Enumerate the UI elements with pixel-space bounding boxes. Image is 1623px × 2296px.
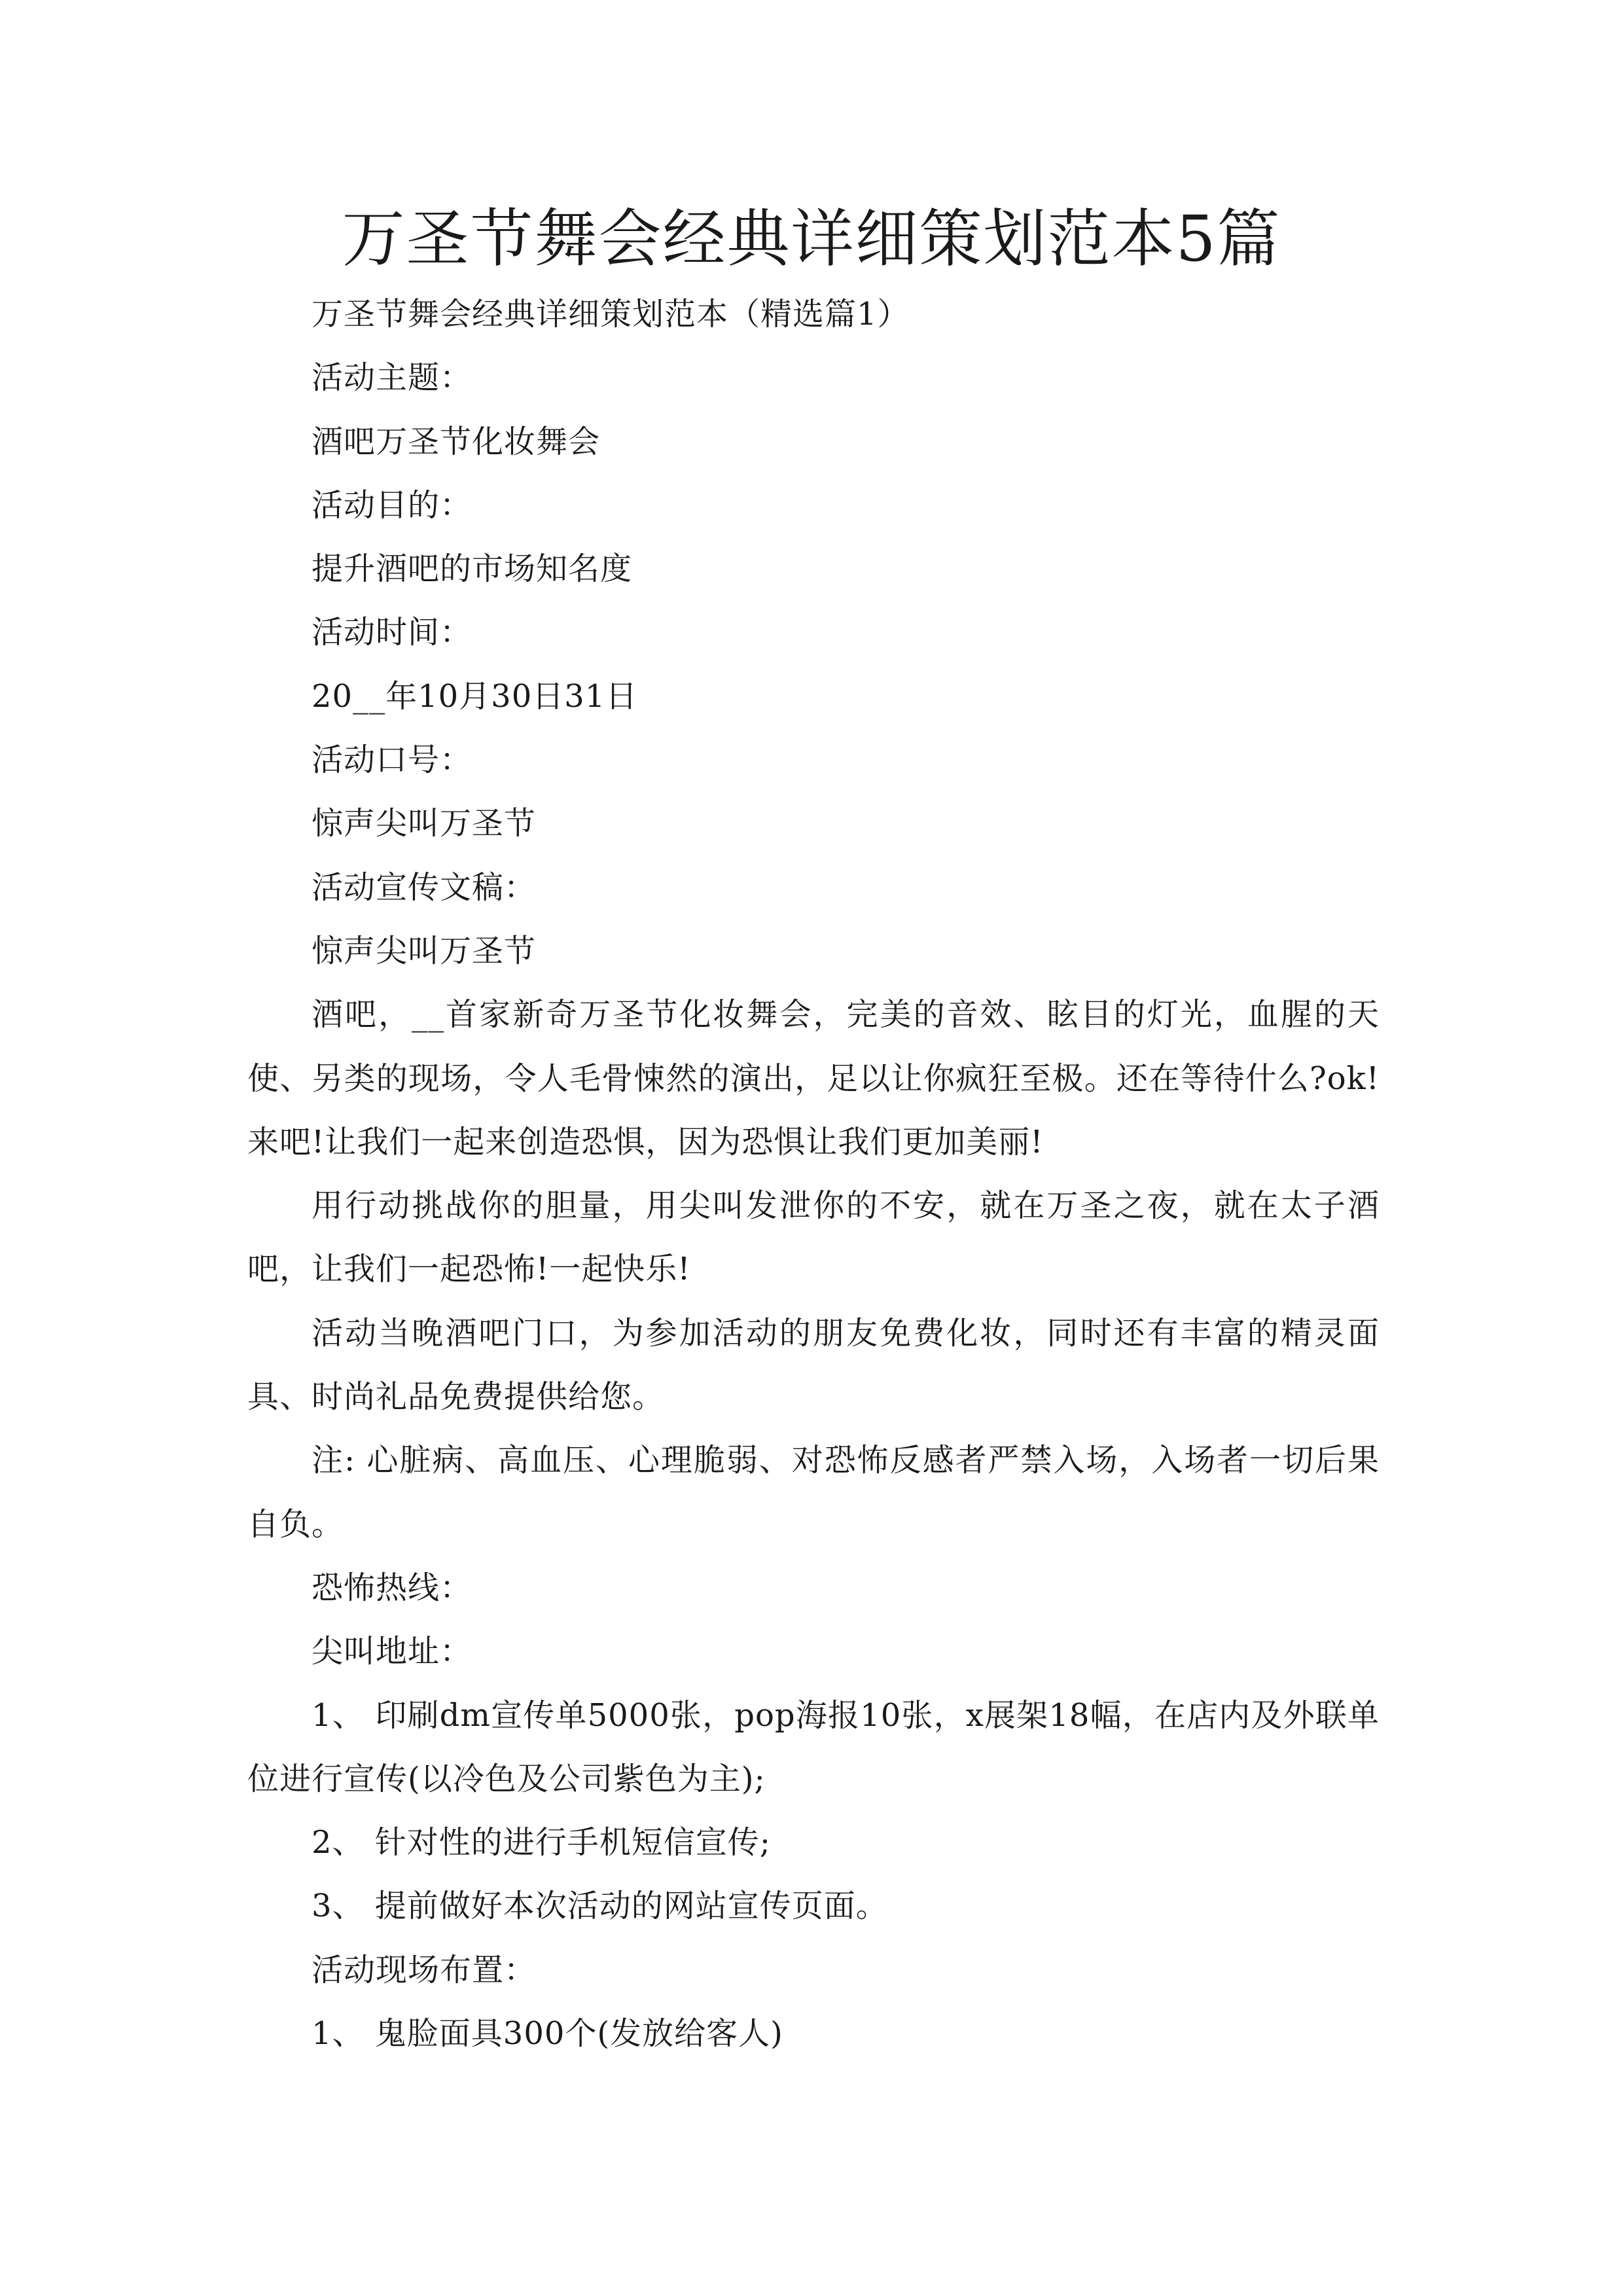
paragraph: 酒吧，__首家新奇万圣节化妆舞会，完美的音效、眩目的灯光，血腥的天使、另类的现场，令人毛骨悚然的演出，足以让你疯狂至极。还在等待什么?ok!来吧!让我们一起来创造恐惧，因为恐惧让我们更加美丽!	[247, 996, 1380, 1160]
paragraph: 20__年10月30日31日	[312, 677, 638, 715]
document-title: 万圣节舞会经典详细策划范本5篇	[342, 202, 1281, 276]
paragraph: 活动目的：	[312, 486, 473, 524]
paragraph: 活动时间：	[312, 614, 473, 651]
paragraph: 尖叫地址：	[312, 1633, 473, 1670]
paragraph: 酒吧万圣节化妆舞会	[312, 423, 601, 460]
paragraph: 惊声尖叫万圣节	[312, 932, 537, 969]
list-item: 2、 针对性的进行手机短信宣传;	[312, 1824, 771, 1861]
paragraph: 活动口号：	[312, 742, 473, 779]
paragraph: 活动宣传文稿：	[312, 869, 537, 906]
paragraph: 恐怖热线：	[312, 1569, 473, 1606]
paragraph: 活动主题：	[312, 359, 473, 397]
list-item: 3、 提前做好本次活动的网站宣传页面。	[312, 1888, 888, 1925]
paragraph: 提升酒吧的市场知名度	[312, 550, 633, 588]
paragraph: 惊声尖叫万圣节	[312, 805, 537, 842]
paragraph: 活动现场布置：	[312, 1951, 537, 1988]
document-body	[247, 283, 1380, 2066]
paragraph: 用行动挑战你的胆量，用尖叫发泄你的不安，就在万圣之夜，就在太子酒吧，让我们一起恐怖!一起快乐!	[247, 1187, 1380, 1288]
paragraph: 活动当晚酒吧门口，为参加活动的朋友免费化妆，同时还有丰富的精灵面具、时尚礼品免费提供给您。	[247, 1314, 1380, 1416]
list-item: 1、 鬼脸面具300个(发放给客人)	[312, 2015, 783, 2053]
section-heading: 万圣节舞会经典详细策划范本（精选篇1）	[312, 296, 910, 332]
list-item: 1、 印刷dm宣传单5000张，pop海报10张，x展架18幅，在店内及外联单位进行宣传(以冷色及公司紫色为主);	[247, 1696, 1380, 1797]
paragraph: 注: 心脏病、高血压、心理脆弱、对恐怖反感者严禁入场，入场者一切后果自负。	[247, 1442, 1380, 1543]
